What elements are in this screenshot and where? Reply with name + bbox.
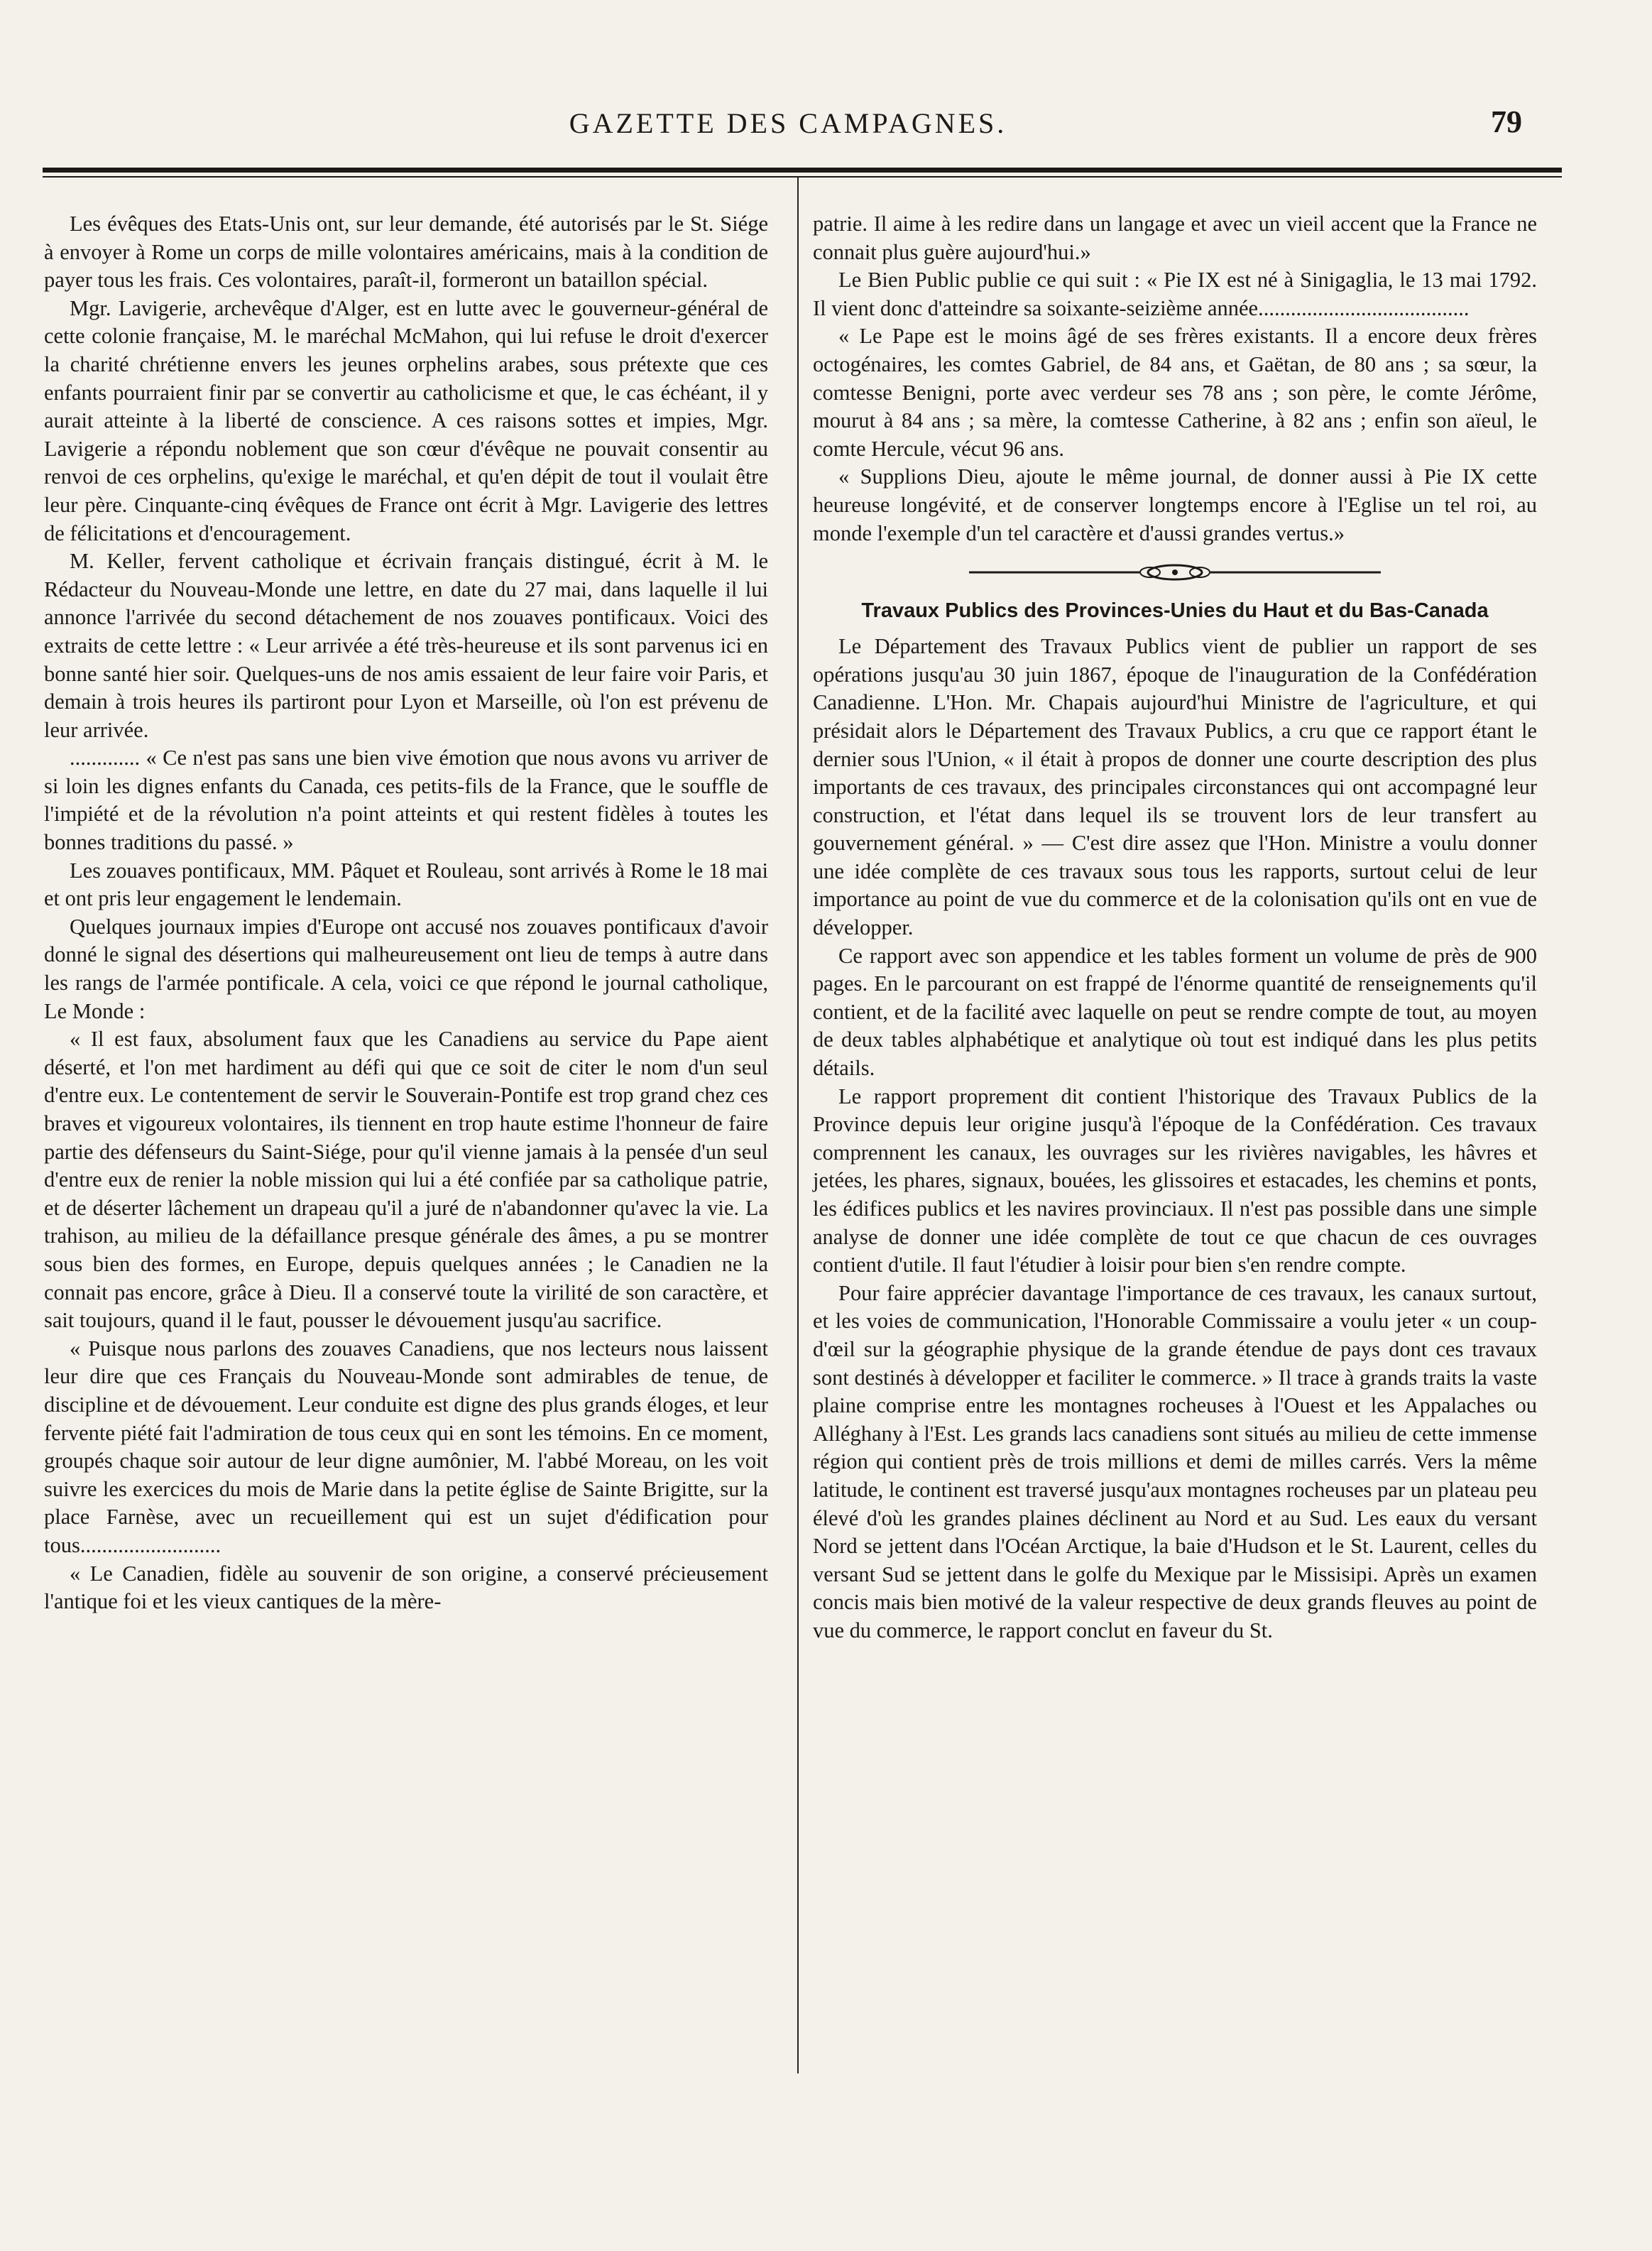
article-paragraph: « Supplions Dieu, ajoute le même journal, de donner aussi à Pie IX cette heureuse longévité, et de conserver longtemps encore à l'Eglise un tel roi, au monde l'exemple d'un tel caractère et d'aussi grandes vertus.» bbox=[813, 464, 1537, 545]
section-ornament bbox=[962, 560, 1388, 584]
article-paragraph: Le Département des Travaux Publics vient de publier un rapport de ses opérations jusqu'au 30 juin 1867, époque de l'inauguration de la Confédération Canadienne. L'Hon. Mr. Chapais aujourd'hui Ministre de l'agriculture, et qui présidait alors le Département des Travaux Publics, a cru que ce rapport étant le dernier sous l'Union, « il était à propos de donner une courte description des plus importants de ces travaux, des principales circonstances qui ont accompagné leur construction, et l'état dans lequel ils se trouvent lors de leur transfert au gouvernement général. » — C'est dire assez que l'Hon. Ministre a voulu donner une idée complète de ces travaux sous tous les rapports, surtout celui de leur importance au point de vue du commerce et de la colonisation qu'ils ont en vue de développer. bbox=[813, 634, 1537, 940]
article-paragraph: Le rapport proprement dit contient l'historique des Travaux Publics de la Province depuis leur origine jusqu'à l'époque de la Confédération. Ces travaux comprennent les canaux, les ouvrages sur les rivières navigables, les hâvres et jetées, les phares, signaux, bouées, les glissoires et estacades, les chemins et ponts, les édifices publics et les navires provinciaux. Il n'est pas possible dans une simple analyse de donner une idée complète de tout ce que chacun de ces ouvrages contient d'utile. Il faut l'étudier à loisir pour bien s'en rendre compte. bbox=[813, 1084, 1537, 1277]
running-title: GAZETTE DES CAMPAGNES. bbox=[569, 107, 1007, 139]
header-rule-thick bbox=[43, 168, 1562, 173]
article-paragraph: Le Bien Public publie ce qui suit : « Pie IX est né à Sinigaglia, le 13 mai 1792. Il vient donc d'atteindre sa soixante-seizième année....................................... bbox=[813, 268, 1537, 320]
article-paragraph: Quelques journaux impies d'Europe ont accusé nos zouaves pontificaux d'avoir donné le signal des désertions qui malheureusement ont lieu de temps à autre dans les rangs de l'armée pontificale. A cela, voici ce que répond le journal catholique, Le Monde : bbox=[44, 914, 768, 1023]
right-column bbox=[813, 210, 1537, 1645]
section-title: Travaux Publics des Provinces-Unies du Haut et du Bas-Canada bbox=[861, 599, 1489, 623]
running-head bbox=[0, 104, 1652, 149]
article-paragraph: Les évêques des Etats-Unis ont, sur leur demande, été autorisés par le St. Siége à envoyer à Rome un corps de mille volontaires américains, mais à la condition de payer tous les frais. Ces volontaires, paraît-il, formeront un bataillon spécial. bbox=[44, 212, 768, 293]
header-rule-thin bbox=[43, 176, 1562, 178]
article-paragraph: « Il est faux, absolument faux que les Canadiens au service du Pape aient déserté, et l'on met hardiment au défi qui que ce soit de citer le nom d'un seul d'entre eux. Le contentement de servir le Souverain-Pontife est trop grand chez ces braves et vigoureux volontaires, ils tiennent en trop haute estime l'honneur de faire partie des défenseurs du Saint-Siége, pour qu'il vienne jamais à la pensée d'un seul d'entre eux de renier la noble mission qui lui a été confiée par sa catholique patrie, et de déserter lâchement un drapeau qu'il a juré de n'abandonner qu'avec la vie. La trahison, au milieu de la défaillance presque générale des âmes, a pu se montrer sous bien des formes, en Europe, depuis quelques années ; le Canadien ne la connait pas encore, grâce à Dieu. Il a conservé toute la virilité de son caractère, et sait toujours, quand il le faut, pousser le dévouement jusqu'au sacrifice. bbox=[44, 1027, 768, 1333]
article-paragraph: Mgr. Lavigerie, archevêque d'Alger, est en lutte avec le gouverneur-général de cette colonie française, M. le maréchal McMahon, qui lui refuse le droit d'exercer la charité chrétienne envers les jeunes orphelins arabes, sous prétexte que ces enfants pourraient finir par se convertir au catholicisme et que, le cas échéant, il y aurait atteinte à la liberté de conscience. A ces raisons sottes et impies, Mgr. Lavigerie a répondu noblement que son cœur d'évêque ne pouvait consentir au renvoi de ces orphelins, qu'exige le maréchal, et qu'en dépit de tout il voulait être leur père. Cinquante-cinq évêques de France ont écrit à Mgr. Lavigerie des lettres de félicitations et d'encouragement. bbox=[44, 295, 768, 545]
article-paragraph: « Le Pape est le moins âgé de ses frères existants. Il a encore deux frères octogénaires, les comtes Gabriel, de 84 ans, et Gaëtan, de 80 ans ; sa sœur, la comtesse Benigni, porte avec verdeur ses 78 ans ; son père, le comte Jérôme, mourut à 84 ans ; sa mère, la comtesse Catherine, à 82 ans ; enfin son aïeul, le comte Hercule, vécut 96 ans. bbox=[813, 324, 1537, 461]
article-paragraph: ............. « Ce n'est pas sans une bien vive émotion que nous avons vu arriver de si loin les dignes enfants du Canada, ces petits-fils de la France, que le souffle de l'impiété et de la révolution n'a point atteints et qui restent fidèles à toutes les bonnes traditions du passé. » bbox=[44, 746, 768, 855]
article-paragraph: Pour faire apprécier davantage l'importance de ces travaux, les canaux surtout, et les voies de communication, l'Honorable Commissaire a voulu jeter « un coup-d'œil sur la géographie physique de la grande étendue de pays dont ces travaux sont destinés à développer et faciliter le commerce. » Il trace à grands traits la vaste plaine comprise entre les montagnes rocheuses à l'Ouest et les Appalaches ou Alléghany à l'Est. Les grands lacs canadiens sont situés au milieu de cette immense région qui contient près de trois millions et demi de milles carrés. Vers la même latitude, le continent est traversé jusqu'aux montagnes rocheuses par un plateau peu élevé d'où les grandes plaines déclinent au Nord et au Sud. Les eaux du versant Nord se jettent dans l'Océan Arctique, la baie d'Hudson et le St. Laurent, celles du versant Sud se jettent dans le golfe du Mexique par le Missisipi. Après un examen concis mais bien motivé de la valeur respective de deux grands fleuves au point de vue du commerce, le rapport conclut en faveur du St. bbox=[813, 1280, 1537, 1642]
article-paragraph: Ce rapport avec son appendice et les tables forment un volume de près de 900 pages. En le parcourant on est frappé de l'énorme quantité de renseignements qu'il contient, et de la facilité avec laquelle on peut se rendre compte de tout, au moyen de deux tables alphabétique et analytique où tout est indiqué dans les plus petits détails. bbox=[813, 943, 1537, 1081]
page-number: 79 bbox=[1491, 104, 1522, 139]
left-column bbox=[44, 210, 768, 1616]
article-paragraph: M. Keller, fervent catholique et écrivain français distingué, écrit à M. le Rédacteur du Nouveau-Monde une lettre, en date du 27 mai, dans laquelle il lui annonce l'arrivée du second détachement de nos zouaves pontificaux. Voici des extraits de cette lettre : « Leur arrivée a été très-heureuse et ils sont parvenus ici en bonne santé hier soir. Quelques-uns de nos amis essaient de leur faire voir Paris, et demain à trois heures ils partiront pour Lyon et Marseille, où l'on est prévenu de leur arrivée. bbox=[44, 549, 768, 742]
article-paragraph: patrie. Il aime à les redire dans un langage et avec un vieil accent que la France ne connait plus guère aujourd'hui.» bbox=[813, 212, 1537, 264]
article-paragraph: « Puisque nous parlons des zouaves Canadiens, que nos lecteurs nous laissent leur dire que ces Français du Nouveau-Monde sont admirables de tenue, de discipline et de dévouement. Leur conduite est digne des plus grands éloges, et leur fervente piété fait l'admiration de tous ceux qui en sont les témoins. En ce moment, groupés chaque soir autour de leur digne aumônier, M. l'abbé Moreau, on les voit suivre les exercices du mois de Marie dans la petite église de Sainte Brigitte, sur la place Farnèse, avec un recueillement qui est un sujet d'édification pour tous.......................... bbox=[44, 1336, 768, 1557]
column-divider bbox=[797, 178, 799, 2073]
article-paragraph: Les zouaves pontificaux, MM. Pâquet et Rouleau, sont arrivés à Rome le 18 mai et ont pris leur engagement le lendemain. bbox=[44, 858, 768, 911]
article-paragraph: « Le Canadien, fidèle au souvenir de son origine, a conservé précieusement l'antique foi et les vieux cantiques de la mère- bbox=[44, 1561, 768, 1614]
